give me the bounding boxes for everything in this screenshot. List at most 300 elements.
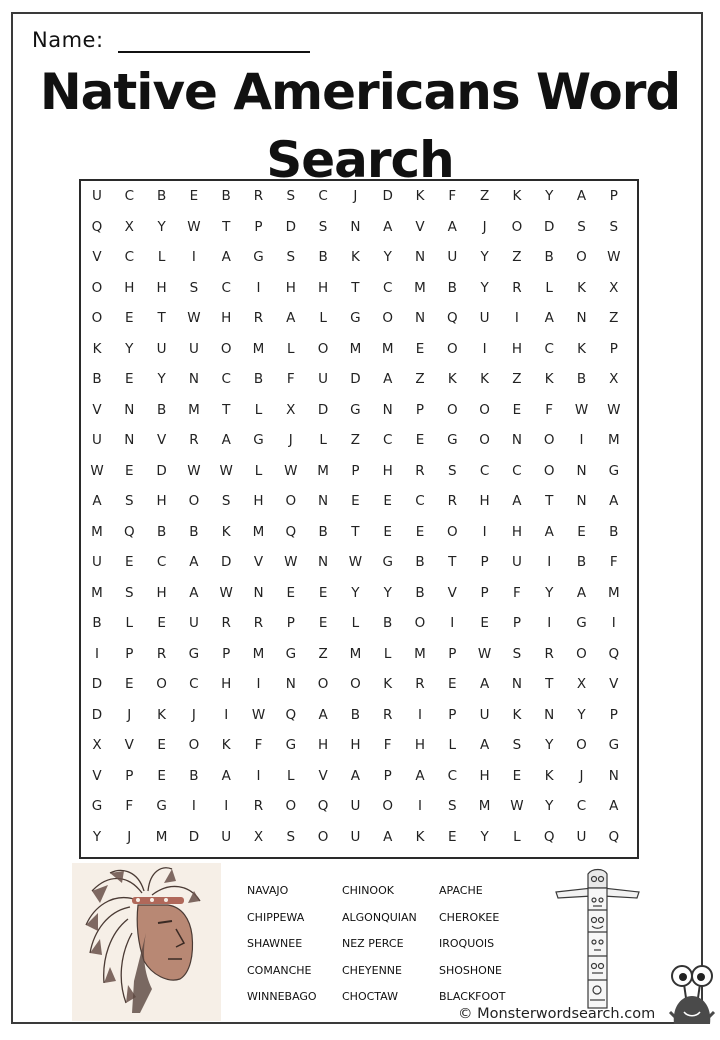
- grid-letter[interactable]: R: [415, 676, 425, 692]
- grid-letter[interactable]: E: [125, 310, 134, 326]
- grid-letter[interactable]: Y: [383, 249, 392, 265]
- grid-letter[interactable]: F: [125, 798, 134, 814]
- grid-letter[interactable]: Y: [351, 584, 360, 601]
- grid-letter[interactable]: A: [479, 676, 490, 692]
- grid-letter[interactable]: A: [576, 188, 587, 204]
- grid-letter[interactable]: Z: [609, 310, 619, 326]
- grid-letter[interactable]: L: [287, 340, 295, 357]
- grid-letter[interactable]: C: [447, 767, 458, 784]
- grid-letter[interactable]: D: [220, 554, 232, 570]
- grid-letter[interactable]: Q: [123, 523, 135, 540]
- grid-letter[interactable]: K: [447, 371, 457, 387]
- grid-letter[interactable]: E: [512, 767, 522, 784]
- grid-letter[interactable]: A: [479, 737, 490, 753]
- grid-letter[interactable]: H: [479, 493, 490, 509]
- grid-letter[interactable]: R: [221, 615, 231, 631]
- grid-letter[interactable]: A: [544, 523, 554, 540]
- grid-letter[interactable]: J: [127, 706, 132, 723]
- grid-letter[interactable]: I: [547, 554, 552, 570]
- grid-letter[interactable]: Z: [512, 371, 522, 387]
- grid-letter[interactable]: K: [92, 340, 102, 357]
- grid-letter[interactable]: V: [92, 249, 102, 265]
- grid-letter[interactable]: N: [350, 218, 361, 235]
- grid-letter[interactable]: P: [415, 401, 425, 418]
- grid-letter[interactable]: D: [156, 462, 167, 479]
- grid-letter[interactable]: B: [189, 767, 199, 784]
- grid-letter[interactable]: O: [511, 218, 523, 235]
- grid-letter[interactable]: Y: [125, 340, 134, 357]
- grid-letter[interactable]: N: [124, 432, 135, 448]
- grid-letter[interactable]: E: [125, 554, 134, 570]
- grid-letter[interactable]: Y: [577, 706, 586, 723]
- grid-letter[interactable]: K: [577, 340, 586, 357]
- grid-letter[interactable]: O: [543, 432, 555, 448]
- grid-letter[interactable]: W: [607, 249, 621, 265]
- grid-letter[interactable]: I: [418, 798, 422, 814]
- grid-letter[interactable]: I: [611, 615, 616, 631]
- grid-letter[interactable]: S: [286, 249, 296, 265]
- grid-letter[interactable]: Y: [157, 371, 166, 387]
- grid-letter[interactable]: P: [125, 645, 134, 662]
- grid-letter[interactable]: C: [479, 462, 490, 479]
- grid-letter[interactable]: O: [188, 737, 200, 753]
- grid-letter[interactable]: C: [318, 188, 328, 204]
- grid-letter[interactable]: I: [418, 706, 422, 723]
- grid-letter[interactable]: A: [189, 554, 199, 570]
- grid-letter[interactable]: X: [576, 676, 587, 692]
- grid-letter[interactable]: A: [221, 432, 231, 448]
- grid-letter[interactable]: G: [350, 310, 361, 326]
- grid-letter[interactable]: K: [221, 523, 231, 540]
- grid-letter[interactable]: S: [512, 645, 522, 662]
- grid-letter[interactable]: M: [607, 584, 620, 601]
- grid-letter[interactable]: S: [577, 218, 586, 235]
- grid-letter[interactable]: F: [448, 188, 457, 204]
- grid-letter[interactable]: C: [512, 462, 522, 479]
- grid-letter[interactable]: S: [221, 493, 231, 509]
- grid-letter[interactable]: M: [155, 828, 168, 845]
- grid-letter[interactable]: L: [545, 279, 553, 296]
- grid-letter[interactable]: W: [90, 462, 104, 479]
- grid-letter[interactable]: B: [189, 523, 199, 540]
- grid-letter[interactable]: T: [545, 493, 554, 509]
- grid-letter[interactable]: T: [351, 523, 360, 540]
- grid-letter[interactable]: C: [576, 798, 587, 814]
- grid-letter[interactable]: M: [188, 401, 200, 418]
- grid-letter[interactable]: Z: [350, 432, 361, 448]
- grid-letter[interactable]: I: [482, 523, 487, 540]
- grid-letter[interactable]: N: [285, 676, 296, 692]
- grid-letter[interactable]: X: [609, 279, 619, 296]
- grid-letter[interactable]: K: [512, 188, 522, 204]
- grid-letter[interactable]: W: [284, 462, 298, 479]
- grid-letter[interactable]: S: [512, 737, 522, 753]
- grid-letter[interactable]: S: [318, 218, 328, 235]
- grid-letter[interactable]: E: [383, 523, 392, 540]
- grid-letter[interactable]: L: [125, 615, 134, 631]
- grid-letter[interactable]: X: [92, 737, 102, 753]
- grid-letter[interactable]: L: [254, 462, 263, 479]
- grid-letter[interactable]: A: [92, 493, 102, 509]
- grid-letter[interactable]: O: [446, 523, 458, 540]
- grid-letter[interactable]: M: [607, 432, 620, 448]
- grid-letter[interactable]: V: [124, 737, 134, 753]
- grid-letter[interactable]: D: [188, 828, 200, 845]
- grid-letter[interactable]: U: [156, 340, 167, 357]
- grid-letter[interactable]: C: [221, 279, 231, 296]
- grid-letter[interactable]: M: [91, 523, 103, 540]
- grid-letter[interactable]: W: [219, 462, 233, 479]
- grid-letter[interactable]: E: [318, 584, 328, 601]
- grid-letter[interactable]: F: [609, 554, 618, 570]
- grid-letter[interactable]: O: [479, 432, 490, 448]
- grid-letter[interactable]: H: [156, 584, 167, 601]
- grid-letter[interactable]: P: [480, 554, 489, 570]
- grid-letter[interactable]: Y: [480, 249, 489, 265]
- grid-letter[interactable]: A: [383, 828, 393, 845]
- grid-letter[interactable]: S: [286, 188, 296, 204]
- grid-letter[interactable]: W: [477, 645, 492, 662]
- grid-letter[interactable]: C: [156, 554, 167, 570]
- grid-letter[interactable]: Y: [545, 584, 554, 601]
- grid-letter[interactable]: A: [189, 584, 199, 601]
- grid-letter[interactable]: A: [512, 493, 522, 509]
- grid-letter[interactable]: C: [382, 279, 393, 296]
- grid-letter[interactable]: P: [351, 462, 360, 479]
- grid-letter[interactable]: S: [125, 584, 134, 601]
- grid-letter[interactable]: U: [188, 615, 199, 631]
- grid-letter[interactable]: T: [222, 401, 231, 418]
- grid-letter[interactable]: D: [285, 218, 296, 235]
- grid-letter[interactable]: O: [382, 798, 393, 814]
- grid-letter[interactable]: O: [446, 401, 458, 418]
- grid-letter[interactable]: Z: [479, 188, 490, 204]
- grid-letter[interactable]: C: [124, 188, 135, 204]
- grid-letter[interactable]: E: [157, 737, 166, 753]
- grid-letter[interactable]: D: [382, 188, 393, 204]
- grid-letter[interactable]: K: [221, 737, 231, 753]
- grid-letter[interactable]: I: [547, 615, 552, 631]
- grid-letter[interactable]: U: [447, 249, 458, 265]
- grid-letter[interactable]: M: [91, 584, 103, 601]
- grid-letter[interactable]: E: [383, 493, 392, 509]
- grid-letter[interactable]: N: [188, 371, 199, 387]
- grid-letter[interactable]: B: [318, 523, 328, 540]
- grid-letter[interactable]: L: [157, 249, 166, 265]
- grid-letter[interactable]: P: [286, 615, 295, 631]
- grid-letter[interactable]: F: [383, 737, 392, 753]
- grid-letter[interactable]: J: [353, 188, 358, 204]
- grid-letter[interactable]: R: [544, 645, 554, 662]
- grid-letter[interactable]: L: [351, 615, 360, 631]
- grid-letter[interactable]: N: [253, 584, 264, 601]
- grid-letter[interactable]: C: [189, 676, 199, 692]
- grid-letter[interactable]: P: [480, 584, 489, 601]
- grid-letter[interactable]: P: [383, 767, 392, 784]
- grid-letter[interactable]: M: [349, 645, 362, 662]
- grid-letter[interactable]: T: [448, 554, 457, 570]
- grid-letter[interactable]: R: [382, 706, 393, 723]
- grid-letter[interactable]: B: [415, 554, 425, 570]
- grid-letter[interactable]: R: [512, 279, 522, 296]
- grid-letter[interactable]: M: [252, 645, 265, 662]
- grid-letter[interactable]: N: [318, 493, 329, 509]
- grid-letter[interactable]: V: [415, 218, 425, 235]
- grid-letter[interactable]: B: [221, 188, 231, 204]
- grid-letter[interactable]: W: [607, 401, 621, 418]
- grid-letter[interactable]: N: [511, 432, 522, 448]
- grid-letter[interactable]: G: [350, 401, 361, 418]
- grid-letter[interactable]: E: [351, 493, 360, 509]
- grid-letter[interactable]: H: [124, 279, 135, 296]
- grid-letter[interactable]: G: [188, 645, 200, 662]
- grid-letter[interactable]: O: [543, 462, 555, 479]
- grid-letter[interactable]: Q: [608, 828, 620, 845]
- grid-letter[interactable]: V: [92, 767, 102, 784]
- grid-letter[interactable]: L: [319, 432, 327, 448]
- grid-letter[interactable]: C: [124, 249, 135, 265]
- grid-letter[interactable]: Z: [318, 645, 328, 662]
- grid-letter[interactable]: H: [285, 279, 296, 296]
- grid-letter[interactable]: T: [157, 310, 166, 326]
- grid-letter[interactable]: E: [415, 432, 425, 448]
- grid-letter[interactable]: E: [125, 371, 134, 387]
- grid-letter[interactable]: X: [286, 401, 296, 418]
- grid-letter[interactable]: W: [510, 798, 524, 814]
- grid-letter[interactable]: H: [382, 462, 393, 479]
- grid-letter[interactable]: H: [221, 676, 232, 692]
- grid-letter[interactable]: C: [544, 340, 554, 357]
- grid-letter[interactable]: V: [253, 554, 264, 570]
- grid-letter[interactable]: G: [285, 645, 297, 662]
- grid-letter[interactable]: O: [414, 615, 426, 631]
- grid-letter[interactable]: B: [383, 615, 393, 631]
- grid-letter[interactable]: F: [513, 584, 521, 601]
- grid-letter[interactable]: E: [448, 828, 457, 845]
- grid-letter[interactable]: Y: [383, 584, 392, 601]
- grid-letter[interactable]: O: [317, 676, 329, 692]
- grid-letter[interactable]: H: [511, 523, 522, 540]
- grid-letter[interactable]: K: [544, 767, 554, 784]
- grid-letter[interactable]: G: [608, 737, 620, 753]
- grid-letter[interactable]: H: [221, 310, 232, 326]
- grid-letter[interactable]: U: [188, 340, 199, 357]
- grid-letter[interactable]: R: [253, 188, 264, 204]
- grid-letter[interactable]: H: [318, 279, 329, 296]
- grid-letter[interactable]: J: [482, 218, 487, 235]
- grid-letter[interactable]: U: [221, 828, 232, 845]
- grid-letter[interactable]: G: [285, 737, 297, 753]
- grid-letter[interactable]: D: [543, 218, 555, 235]
- grid-letter[interactable]: J: [127, 828, 132, 845]
- grid-letter[interactable]: H: [479, 767, 490, 784]
- grid-letter[interactable]: T: [351, 279, 360, 296]
- grid-letter[interactable]: S: [448, 798, 457, 814]
- grid-letter[interactable]: I: [482, 340, 487, 357]
- grid-letter[interactable]: E: [125, 462, 134, 479]
- grid-letter[interactable]: V: [318, 767, 328, 784]
- grid-letter[interactable]: A: [350, 767, 361, 784]
- grid-letter[interactable]: R: [189, 432, 199, 448]
- grid-letter[interactable]: Y: [545, 188, 554, 204]
- grid-letter[interactable]: O: [91, 279, 103, 296]
- grid-letter[interactable]: Q: [285, 706, 297, 723]
- grid-letter[interactable]: T: [222, 218, 231, 235]
- grid-letter[interactable]: P: [609, 188, 618, 204]
- grid-letter[interactable]: G: [608, 462, 620, 479]
- grid-letter[interactable]: R: [253, 615, 264, 631]
- grid-letter[interactable]: I: [95, 645, 99, 662]
- grid-letter[interactable]: O: [188, 493, 200, 509]
- grid-letter[interactable]: K: [577, 279, 586, 296]
- grid-letter[interactable]: R: [156, 645, 167, 662]
- grid-letter[interactable]: S: [189, 279, 199, 296]
- grid-letter[interactable]: W: [187, 310, 201, 326]
- grid-letter[interactable]: L: [448, 737, 457, 753]
- grid-letter[interactable]: N: [414, 249, 426, 265]
- grid-letter[interactable]: F: [286, 371, 295, 387]
- grid-letter[interactable]: N: [608, 767, 619, 784]
- grid-letter[interactable]: K: [415, 828, 425, 845]
- grid-letter[interactable]: I: [256, 279, 261, 296]
- grid-letter[interactable]: O: [317, 828, 329, 845]
- grid-letter[interactable]: K: [383, 676, 393, 692]
- grid-letter[interactable]: I: [450, 615, 455, 631]
- grid-letter[interactable]: S: [286, 828, 296, 845]
- grid-letter[interactable]: D: [91, 676, 103, 692]
- grid-letter[interactable]: N: [318, 554, 329, 570]
- grid-letter[interactable]: E: [448, 676, 457, 692]
- grid-letter[interactable]: O: [285, 798, 297, 814]
- grid-letter[interactable]: X: [609, 371, 619, 387]
- grid-letter[interactable]: A: [447, 218, 457, 235]
- grid-letter[interactable]: N: [576, 493, 587, 509]
- grid-letter[interactable]: O: [576, 645, 587, 662]
- grid-letter[interactable]: K: [415, 188, 425, 204]
- grid-letter[interactable]: Y: [480, 279, 489, 296]
- grid-letter[interactable]: I: [224, 706, 229, 723]
- grid-letter[interactable]: R: [253, 310, 264, 326]
- grid-letter[interactable]: U: [479, 706, 490, 723]
- grid-letter[interactable]: Z: [512, 249, 522, 265]
- grid-letter[interactable]: O: [576, 249, 587, 265]
- grid-letter[interactable]: D: [91, 706, 103, 723]
- grid-letter[interactable]: X: [124, 218, 134, 235]
- grid-letter[interactable]: F: [545, 401, 554, 418]
- grid-letter[interactable]: W: [284, 554, 298, 570]
- grid-letter[interactable]: B: [92, 615, 102, 631]
- grid-letter[interactable]: C: [415, 493, 425, 509]
- grid-letter[interactable]: S: [448, 462, 457, 479]
- grid-letter[interactable]: V: [92, 401, 102, 418]
- grid-letter[interactable]: G: [382, 554, 393, 570]
- grid-letter[interactable]: W: [187, 218, 201, 235]
- grid-letter[interactable]: I: [191, 249, 196, 265]
- grid-letter[interactable]: E: [125, 676, 134, 692]
- grid-letter[interactable]: H: [253, 493, 264, 509]
- grid-letter[interactable]: N: [576, 462, 587, 479]
- grid-letter[interactable]: L: [513, 828, 521, 845]
- grid-letter[interactable]: C: [382, 432, 393, 448]
- grid-letter[interactable]: B: [253, 371, 264, 387]
- grid-letter[interactable]: K: [512, 706, 522, 723]
- grid-letter[interactable]: M: [414, 645, 426, 662]
- grid-letter[interactable]: S: [125, 493, 134, 509]
- grid-letter[interactable]: E: [189, 188, 199, 204]
- grid-letter[interactable]: Q: [285, 523, 297, 540]
- grid-letter[interactable]: A: [383, 371, 393, 387]
- grid-letter[interactable]: B: [447, 279, 457, 296]
- grid-letter[interactable]: P: [125, 767, 134, 784]
- grid-letter[interactable]: W: [251, 706, 266, 723]
- grid-letter[interactable]: A: [415, 767, 425, 784]
- grid-letter[interactable]: O: [317, 340, 329, 357]
- grid-letter[interactable]: E: [415, 340, 425, 357]
- grid-letter[interactable]: E: [415, 523, 425, 540]
- grid-letter[interactable]: M: [478, 798, 491, 814]
- grid-letter[interactable]: B: [156, 188, 167, 204]
- grid-letter[interactable]: U: [350, 828, 361, 845]
- grid-letter[interactable]: U: [479, 310, 490, 326]
- grid-letter[interactable]: Y: [157, 218, 166, 235]
- grid-letter[interactable]: I: [579, 432, 584, 448]
- grid-letter[interactable]: N: [576, 310, 587, 326]
- grid-letter[interactable]: E: [512, 401, 522, 418]
- grid-letter[interactable]: L: [254, 401, 263, 418]
- grid-letter[interactable]: G: [156, 798, 167, 814]
- grid-letter[interactable]: Q: [446, 310, 458, 326]
- grid-letter[interactable]: K: [350, 249, 360, 265]
- grid-letter[interactable]: U: [511, 554, 522, 570]
- grid-letter[interactable]: D: [350, 371, 361, 387]
- grid-letter[interactable]: U: [576, 828, 587, 845]
- grid-letter[interactable]: L: [319, 310, 327, 326]
- grid-letter[interactable]: B: [92, 371, 102, 387]
- grid-letter[interactable]: G: [253, 432, 264, 448]
- grid-letter[interactable]: I: [224, 798, 229, 814]
- grid-letter[interactable]: A: [383, 218, 393, 235]
- grid-letter[interactable]: V: [447, 584, 457, 601]
- grid-letter[interactable]: O: [156, 676, 167, 692]
- grid-letter[interactable]: O: [220, 340, 232, 357]
- grid-letter[interactable]: O: [91, 310, 103, 326]
- grid-letter[interactable]: N: [511, 676, 522, 692]
- grid-letter[interactable]: O: [479, 401, 490, 418]
- grid-letter[interactable]: U: [92, 554, 102, 570]
- grid-letter[interactable]: R: [253, 798, 264, 814]
- grid-letter[interactable]: B: [350, 706, 361, 723]
- grid-letter[interactable]: E: [480, 615, 489, 631]
- grid-letter[interactable]: N: [544, 706, 555, 723]
- grid-letter[interactable]: A: [286, 310, 296, 326]
- grid-letter[interactable]: P: [512, 615, 521, 631]
- grid-letter[interactable]: Q: [608, 645, 620, 662]
- grid-letter[interactable]: Q: [91, 218, 103, 235]
- grid-letter[interactable]: B: [576, 554, 587, 570]
- grid-letter[interactable]: N: [124, 401, 135, 418]
- grid-letter[interactable]: B: [576, 371, 587, 387]
- grid-letter[interactable]: M: [252, 523, 265, 540]
- grid-letter[interactable]: G: [253, 249, 264, 265]
- grid-letter[interactable]: L: [383, 645, 392, 662]
- grid-letter[interactable]: M: [317, 462, 329, 479]
- grid-letter[interactable]: M: [349, 340, 362, 357]
- grid-letter[interactable]: P: [448, 706, 457, 723]
- grid-letter[interactable]: H: [350, 737, 361, 753]
- grid-letter[interactable]: K: [480, 371, 490, 387]
- grid-letter[interactable]: P: [609, 340, 618, 357]
- grid-letter[interactable]: B: [318, 249, 328, 265]
